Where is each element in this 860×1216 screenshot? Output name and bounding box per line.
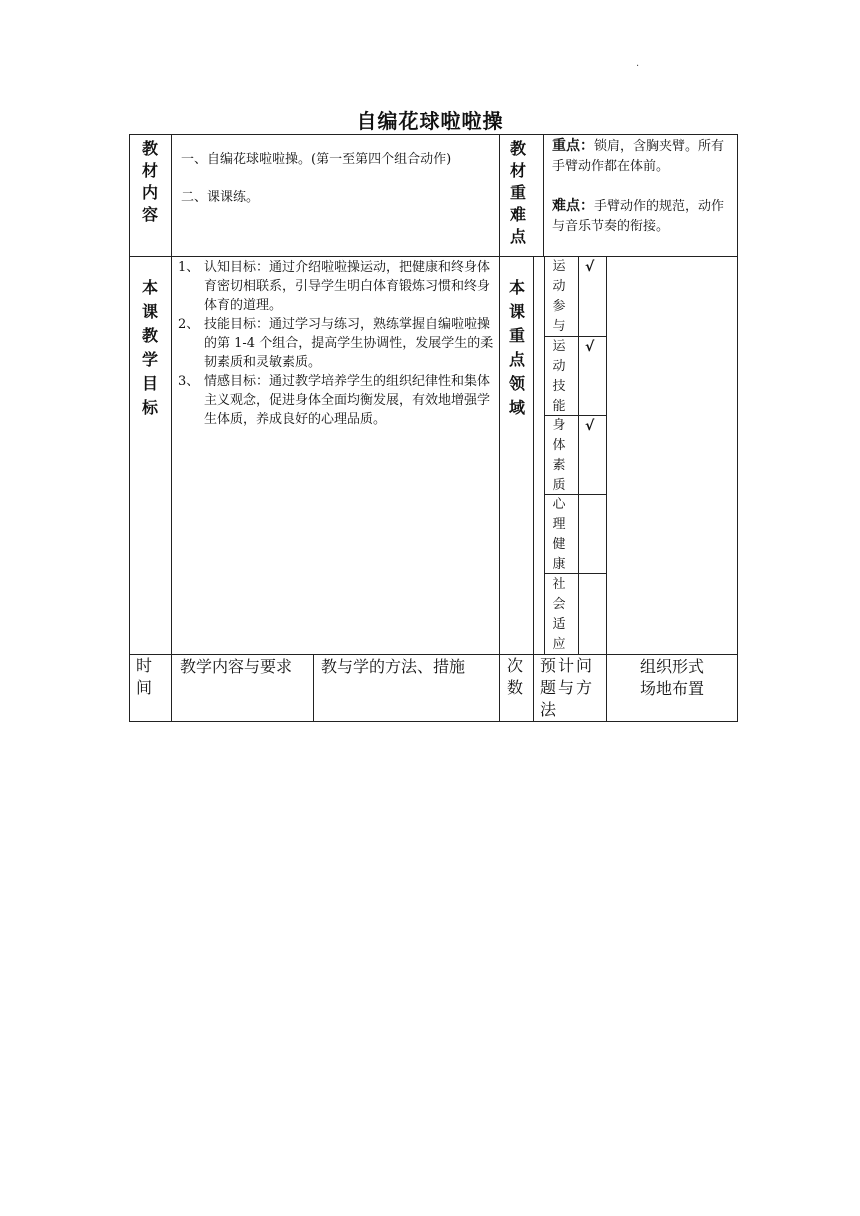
header-venue: 场地布置 <box>640 679 705 698</box>
difficulty-block <box>552 196 732 237</box>
objective-item <box>178 258 496 315</box>
header-content: 教学内容与要求 <box>180 657 293 676</box>
objectives-list <box>178 258 496 429</box>
domain-sports-participation: 运动参与 <box>552 259 566 334</box>
col-divider <box>499 134 500 722</box>
header-expected-problems: 预计问题与方法 <box>540 656 595 719</box>
col-divider <box>543 134 544 256</box>
col-divider <box>544 256 545 654</box>
difficulty-label: 难点： <box>552 198 594 214</box>
col-divider <box>171 134 172 722</box>
key-point-block <box>552 136 732 177</box>
key-point-label: 重点： <box>552 138 594 154</box>
col-divider <box>578 256 579 654</box>
difficulty-text: 手臂动作的规范，动作与音乐节奏的衔接。 <box>552 199 725 234</box>
objective-text: 技能目标：通过学习与练习，熟练掌握自编啦啦操的第 1-4 个组合，提高学生协调性，发展学生的柔韧素质和灵敏素质。 <box>204 317 494 370</box>
header-method: 教与学的方法、措施 <box>321 657 466 676</box>
focus-difficulty-label: 教材重难点 <box>509 139 526 246</box>
col-divider <box>533 256 534 722</box>
col-divider <box>606 256 607 722</box>
domain-mental-health: 心理健康 <box>552 497 566 572</box>
objective-item <box>178 372 496 429</box>
page-title: 自编花球啦啦操 <box>356 109 504 133</box>
page-dot: . <box>636 58 640 69</box>
header-organization: 组织形式 <box>640 657 705 676</box>
header-count: 次数 <box>507 656 524 697</box>
key-point-text: 锁肩，含胸夹臂。所有手臂动作都在体前。 <box>552 139 725 174</box>
objective-number: 1、 <box>178 260 200 275</box>
row-divider-1 <box>129 256 738 257</box>
domain-sports-skills: 运动技能 <box>552 339 566 414</box>
row-divider-2 <box>129 654 738 655</box>
header-time: 时间 <box>136 656 153 697</box>
col-divider <box>313 654 314 722</box>
objective-text: 认知目标：通过介绍啦啦操运动，把健康和终身体育密切相联系，引导学生明白体育锻炼习惯和终身体育的道理。 <box>204 260 491 313</box>
objective-text: 情感目标：通过教学培养学生的组织纪律性和集体主义观念，促进身体全面均衡发展，有效地增强学生体质，养成良好的心理品质。 <box>204 374 491 427</box>
textbook-item: 二、课课练。 <box>181 190 260 205</box>
checkmark-icon: √ <box>585 259 595 275</box>
textbook-content-label: 教材内容 <box>141 139 158 224</box>
checkmark-icon: √ <box>585 339 595 355</box>
objective-number: 2、 <box>178 317 200 332</box>
textbook-item: 一、自编花球啦啦操。(第一至第四个组合动作) <box>181 152 452 167</box>
key-domains-label: 本课重点领域 <box>508 278 525 417</box>
checkmark-icon: √ <box>585 418 595 434</box>
domain-physical-fitness: 身体素质 <box>552 418 566 493</box>
domain-social-adaptation: 社会适应 <box>552 577 566 652</box>
objective-item <box>178 315 496 372</box>
objectives-label: 本课教学目标 <box>141 278 158 417</box>
objective-number: 3、 <box>178 374 200 389</box>
